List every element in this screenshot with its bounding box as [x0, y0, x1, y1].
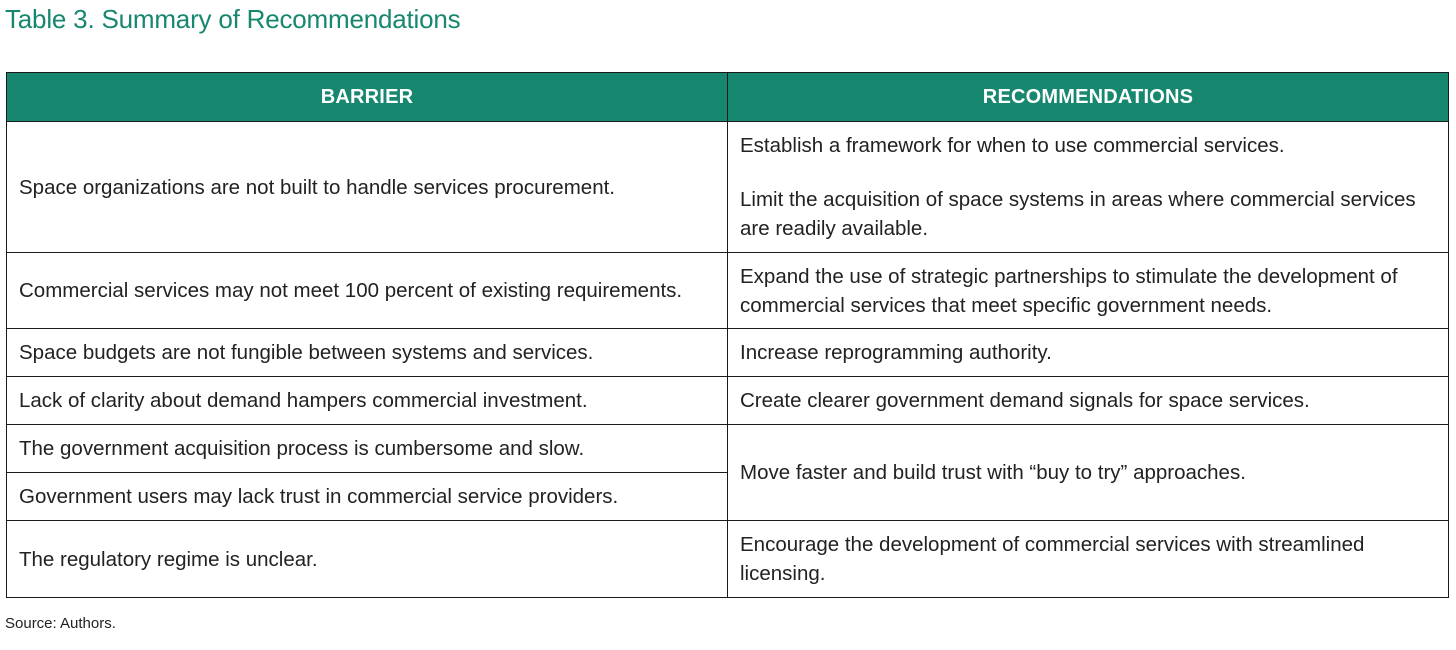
table-title: Table 3. Summary of Recommendations — [5, 4, 461, 34]
table-row — [7, 425, 1449, 473]
recommendation-cell — [728, 122, 1449, 253]
recommendation-cell: Move faster and build trust with “buy to try” approaches. — [728, 425, 1449, 521]
recommendation-text: Establish a framework for when to use commercial services. — [740, 134, 1285, 157]
barrier-cell: Commercial services may not meet 100 percent of existing requirements. — [7, 253, 728, 329]
barrier-cell: The government acquisition process is cumbersome and slow. — [7, 425, 728, 473]
table-row — [7, 329, 1449, 377]
table-header-row — [7, 73, 1449, 122]
table-row — [7, 253, 1449, 329]
table-row — [7, 122, 1449, 253]
recommendation-cell: Increase reprogramming authority. — [728, 329, 1449, 377]
barrier-cell: The regulatory regime is unclear. — [7, 521, 728, 598]
barrier-cell: Government users may lack trust in commercial service providers. — [7, 473, 728, 521]
recommendation-cell: Create clearer government demand signals for space services. — [728, 377, 1449, 425]
column-header-recommendations: RECOMMENDATIONS — [728, 73, 1449, 122]
barrier-cell: Space budgets are not fungible between systems and services. — [7, 329, 728, 377]
barrier-cell: Lack of clarity about demand hampers commercial investment. — [7, 377, 728, 425]
recommendation-cell: Encourage the development of commercial services with streamlined licensing. — [728, 521, 1449, 598]
source-note: Source: Authors. — [5, 615, 116, 632]
recommendation-text: Limit the acquisition of space systems in areas where commercial services are readily available. — [740, 188, 1416, 240]
recommendations-table — [6, 72, 1449, 598]
barrier-cell: Space organizations are not built to handle services procurement. — [7, 122, 728, 253]
table-row — [7, 521, 1449, 598]
table-row — [7, 377, 1449, 425]
column-header-barrier: BARRIER — [7, 73, 728, 122]
recommendation-cell: Expand the use of strategic partnerships to stimulate the development of commercial services that meet specific government needs. — [728, 253, 1449, 329]
